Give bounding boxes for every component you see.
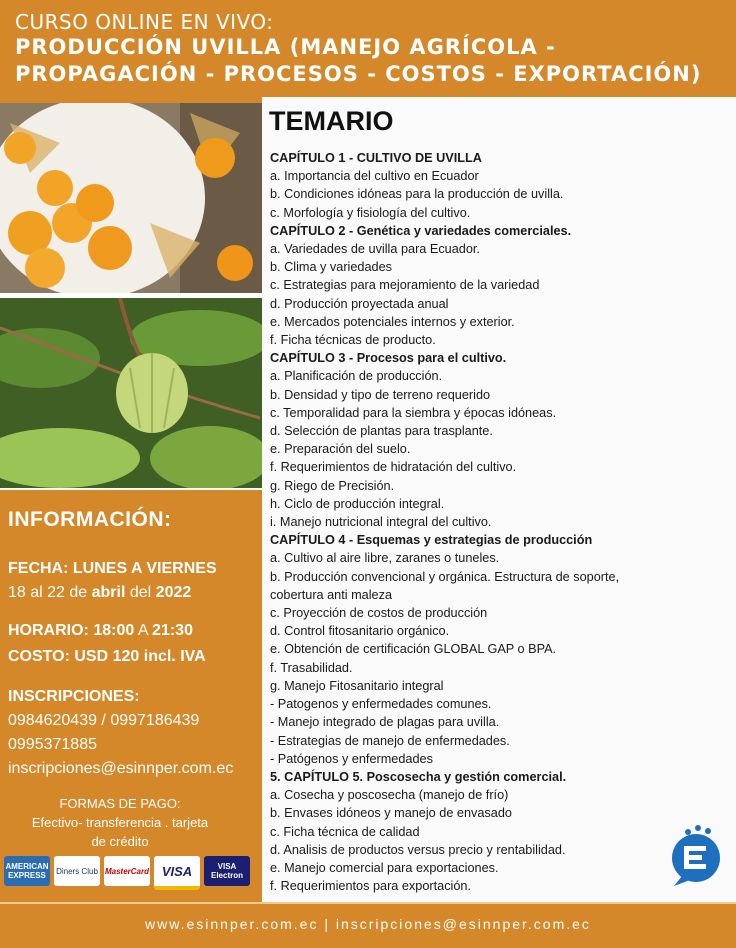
list-item: e. Manejo comercial para exportaciones.	[270, 860, 499, 875]
fecha-label: FECHA: LUNES A VIERNES	[8, 560, 217, 577]
diners-card-icon: Diners Club	[54, 856, 100, 886]
list-item: e. Obtención de certificación GLOBAL GAP o BPA.	[270, 642, 557, 657]
gooseberry-photo-plant	[0, 298, 262, 488]
fecha-days: 18 al 22 de	[8, 584, 92, 601]
pay-line-1: Efectivo- transferencia . tarjeta	[31, 815, 209, 830]
temario-list	[270, 149, 730, 895]
list-item: cobertura anti maleza	[270, 587, 393, 602]
list-item: c. Morfología y fisiología del cultivo.	[270, 205, 471, 220]
fecha-year: 2022	[155, 584, 192, 601]
fecha-dates	[8, 584, 191, 602]
list-item: c. Ficha técnica de calidad	[270, 824, 420, 839]
list-item: c. Estrategias para mejoramiento de la variedad	[270, 278, 540, 293]
header-banner	[0, 0, 736, 103]
inscripciones-label: INSCRIPCIONES:	[8, 688, 140, 705]
list-item: d. Analisis de productos versus precio y rentabilidad.	[270, 842, 566, 857]
horario	[8, 622, 193, 640]
list-item: a. Cosecha y poscosecha (manejo de frío)	[270, 788, 509, 803]
list-item: f. Ficha técnicas de producto.	[270, 333, 436, 348]
gooseberry-photo-fruits	[0, 103, 262, 293]
list-item: - Manejo integrado de plagas para uvilla.	[270, 715, 500, 730]
course-title-line-1: PRODUCCIÓN UVILLA (MANEJO AGRÍCOLA -	[15, 35, 556, 59]
list-item: d. Producción proyectada anual	[270, 296, 449, 311]
list-item: b. Clima y variedades	[270, 260, 392, 275]
fecha-connector: del	[125, 584, 156, 601]
horario-end: 21:30	[152, 622, 193, 639]
list-item: a. Cultivo al aire libre, zaranes o tuneles.	[270, 551, 500, 566]
course-title	[15, 34, 701, 88]
list-item: b. Envases idóneos y manejo de envasado	[270, 806, 512, 821]
list-item: a. Importancia del cultivo en Ecuador	[270, 169, 479, 184]
info-title: INFORMACIÓN:	[8, 508, 172, 531]
footer-bar	[0, 902, 736, 948]
list-item: f. Trasabilidad.	[270, 660, 353, 675]
list-item: e. Mercados potenciales internos y exterior.	[270, 314, 515, 329]
list-item: f. Requerimientos de hidratación del cultivo.	[270, 460, 517, 475]
chapter-heading: CAPÍTULO 2 - Genética y variedades comerciales.	[270, 223, 572, 238]
chapter-heading: 5. CAPÍTULO 5. Poscosecha y gestión comercial.	[270, 769, 567, 784]
mastercard-icon: MasterCard	[104, 856, 150, 886]
horario-connector: A	[134, 622, 153, 639]
visa-electron-card-icon: VISA Electron	[204, 856, 250, 886]
list-item: h. Ciclo de producción integral.	[270, 496, 445, 511]
list-item: g. Riego de Precisión.	[270, 478, 395, 493]
list-item: b. Condiciones idóneas para la producción de uvilla.	[270, 187, 564, 202]
amex-card-icon: AMERICAN EXPRESS	[4, 856, 50, 886]
list-item: i. Manejo nutricional integral del cultivo.	[270, 515, 492, 530]
list-item: a. Planificación de producción.	[270, 369, 443, 384]
visa-card-icon: VISA	[154, 856, 200, 890]
footer-contact[interactable]: www.esinnper.com.ec | inscripciones@esinnper.com.ec	[145, 916, 591, 932]
course-title-line-2: PROPAGACIÓN - PROCESOS - COSTOS - EXPORTACIÓN)	[15, 62, 702, 86]
list-item: e. Preparación del suelo.	[270, 442, 411, 457]
horario-start: HORARIO: 18:00	[8, 622, 135, 639]
chapter-heading: CAPÍTULO 3 - Procesos para el cultivo.	[270, 351, 507, 366]
phone-numbers-2: 0995371885	[8, 736, 97, 753]
list-item: b. Densidad y tipo de terreno requerido	[270, 387, 491, 402]
phone-numbers-1: 0984620439 / 0997186439	[8, 712, 200, 729]
course-type: CURSO ONLINE EN VIVO:	[15, 10, 274, 34]
list-item: c. Temporalidad para la siembra y épocas idóneas.	[270, 405, 557, 420]
temario-title: TEMARIO	[269, 106, 394, 136]
list-item: - Patogenos y enfermedades comunes.	[270, 697, 492, 712]
list-item: d. Control fitosanitario orgánico.	[270, 624, 450, 639]
list-item: a. Variedades de uvilla para Ecuador.	[270, 242, 480, 257]
esinnper-logo-icon	[668, 822, 724, 888]
chapter-heading: CAPÍTULO 4 - Esquemas y estrategias de producción	[270, 533, 593, 548]
footer-divider	[0, 902, 736, 904]
costo: COSTO: USD 120 incl. IVA	[8, 648, 206, 665]
email-link[interactable]: inscripciones@esinnper.com.ec	[8, 760, 234, 777]
list-item: c. Proyección de costos de producción	[270, 606, 488, 621]
list-item: g. Manejo Fitosanitario integral	[270, 678, 444, 693]
payment-cards	[4, 856, 252, 892]
list-item: b. Producción convencional y orgánica. Estructura de soporte,	[270, 569, 620, 584]
list-item: f. Requerimientos para exportación.	[270, 879, 471, 894]
pay-line-2: de crédito	[91, 834, 149, 849]
info-panel	[0, 490, 262, 902]
list-item: - Estrategias de manejo de enfermedades.	[270, 733, 510, 748]
fecha-month: abril	[91, 584, 126, 601]
pay-title: FORMAS DE PAGO:	[59, 796, 181, 811]
list-item: - Patógenos y enfermedades	[270, 751, 433, 766]
chapter-heading: CAPÍTULO 1 - CULTIVO DE UVILLA	[270, 151, 482, 165]
list-item: d. Selección de plantas para trasplante.	[270, 424, 493, 439]
